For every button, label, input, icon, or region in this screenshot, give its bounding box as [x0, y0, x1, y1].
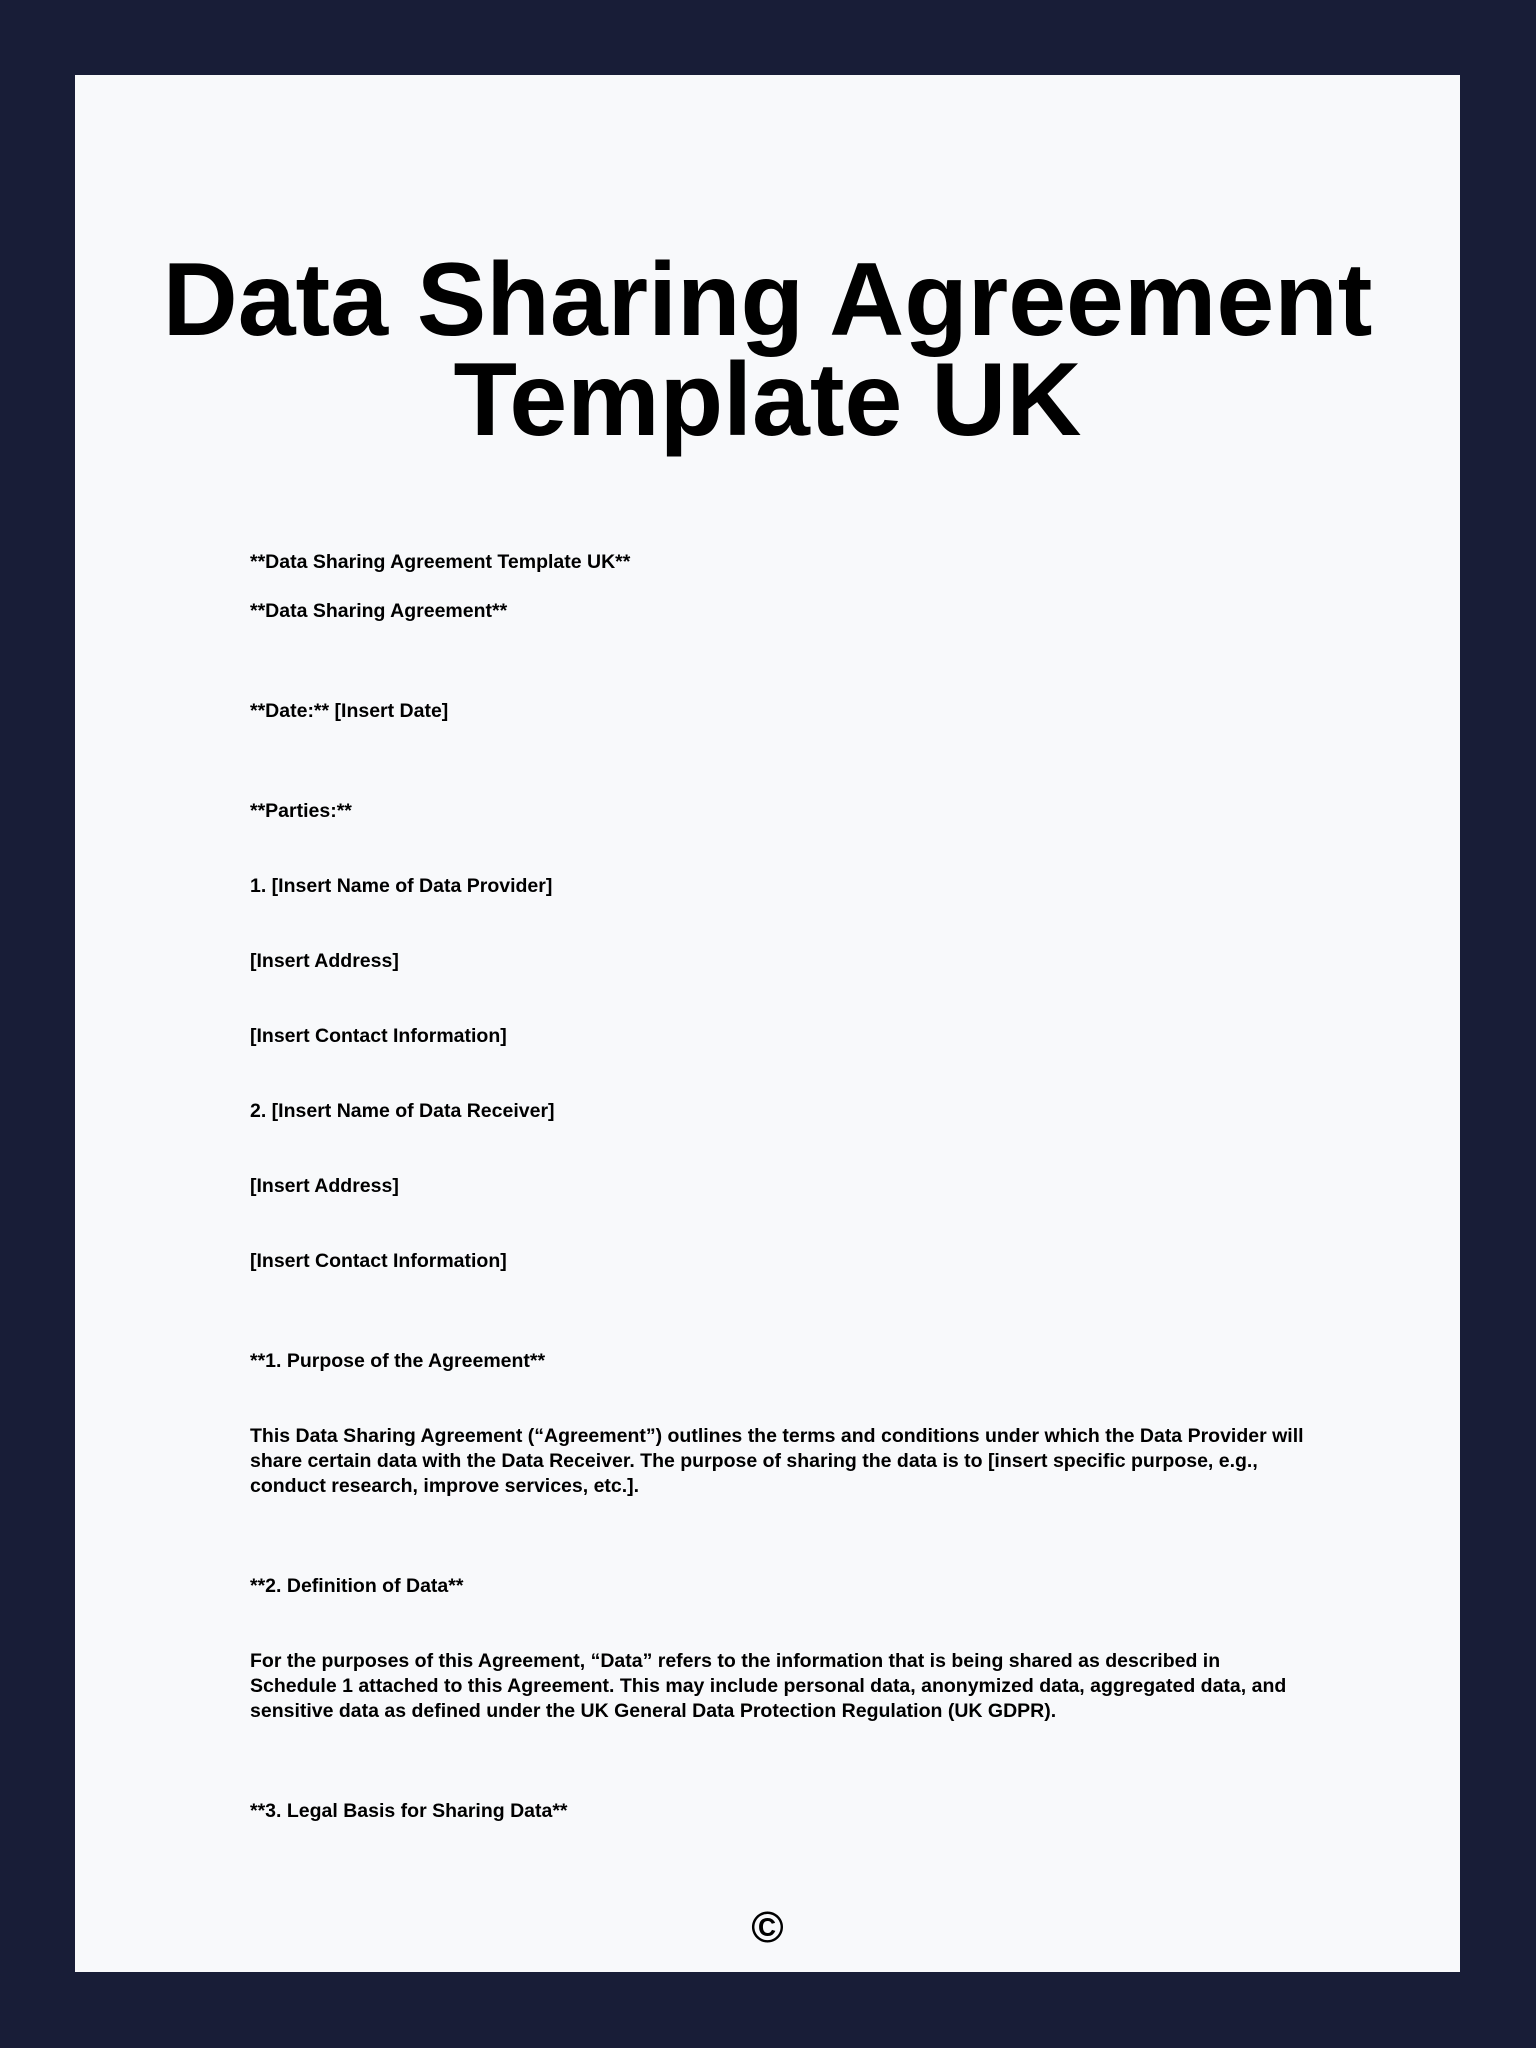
party-2-contact: [Insert Contact Information] — [250, 1250, 507, 1272]
doc-subheading: **Data Sharing Agreement** — [250, 600, 508, 622]
section-1-heading: **1. Purpose of the Agreement** — [250, 1350, 546, 1372]
party-1-contact: [Insert Contact Information] — [250, 1025, 507, 1047]
title-line-1: Data Sharing Agreement — [162, 242, 1373, 358]
party-2-name: 2. [Insert Name of Data Receiver] — [250, 1100, 555, 1122]
section-3-heading: **3. Legal Basis for Sharing Data** — [250, 1800, 568, 1822]
party-2-address: [Insert Address] — [250, 1175, 399, 1197]
doc-heading: **Data Sharing Agreement Template UK** — [250, 551, 631, 573]
document-page — [75, 75, 1460, 1972]
section-1-body: This Data Sharing Agreement (“Agreement”) outlines the terms and conditions under which the Data Provider will share certain data with the Data Receiver. The purpose of sharing the data is to [insert specific purpose, e.g., conduct research, improve services, etc.]. — [250, 1425, 1304, 1497]
title-line-2: Template UK — [453, 342, 1082, 458]
party-1-name: 1. [Insert Name of Data Provider] — [250, 875, 553, 897]
parties-heading: **Parties:** — [250, 800, 352, 822]
party-1-address: [Insert Address] — [250, 950, 399, 972]
copyright-icon: © — [751, 1903, 784, 1952]
section-2-body: For the purposes of this Agreement, “Data” refers to the information that is being shared as described in Schedule 1 attached to this Agreement. This may include personal data, anonymized data, aggregated data, and sensitive data as defined under the UK General Data Protection Regulation (UK GDPR). — [250, 1650, 1287, 1722]
date-line: **Date:** [Insert Date] — [250, 700, 449, 722]
section-2-heading: **2. Definition of Data** — [250, 1575, 464, 1597]
document-title — [75, 242, 1460, 458]
